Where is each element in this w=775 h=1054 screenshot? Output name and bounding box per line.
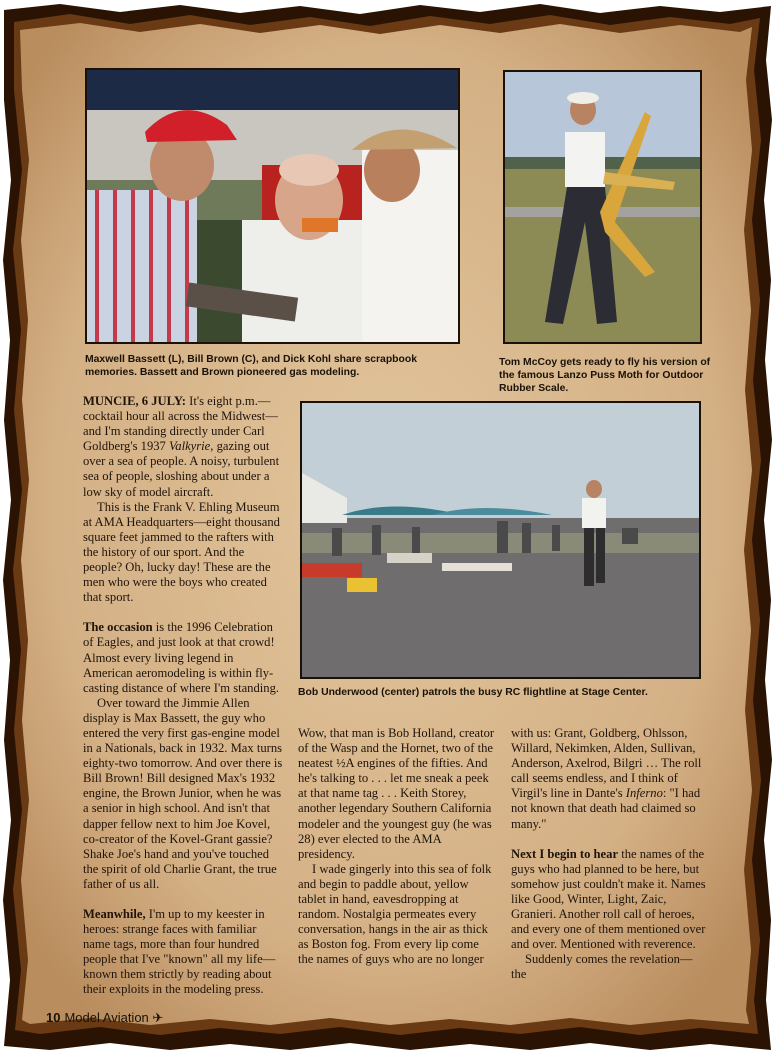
- magazine-name: Model Aviation: [64, 1010, 149, 1025]
- text-run: with us: Grant, Goldberg, Ohlsson, Willard, Nekimken, Alden, Sullivan, Anderson, Axelrod, Bilgri … The roll call seems endless, and I think of Virgil's line in Dante's: [511, 726, 702, 801]
- caption-middle: Bob Underwood (center) patrols the busy RC flightline at Stage Center.: [298, 687, 648, 698]
- caption-top-right: Tom McCoy gets ready to fly his version of the famous Lanzo Puss Moth for Outdoor Rubber Scale.: [499, 357, 711, 394]
- dateline: MUNCIE, 6 JULY:: [83, 394, 186, 408]
- text-run: I'm up to my keester in heroes: strange faces with familiar name tags, more than four hundred people that I've "known" all my life—known them strictly by reading about their exploits in the modeling press.: [83, 907, 276, 997]
- italic-title: Inferno: [625, 786, 663, 801]
- airplane-icon: ✈: [152, 1010, 164, 1025]
- paragraph: [511, 726, 707, 832]
- paragraph: [83, 907, 283, 998]
- paragraph: [83, 620, 283, 695]
- paragraph: Suddenly comes the revelation—the: [511, 952, 693, 982]
- article-column-2: [298, 726, 496, 968]
- paragraph: [83, 394, 283, 500]
- text-run: is the 1996 Celebration of Eagles, and just look at that crowd! Almost every living legend in American aeromodeling is within fly-casting distance of where I'm standing.: [83, 620, 280, 695]
- three-men-scrapbook-photo: [85, 68, 460, 344]
- paragraph: I wade gingerly into this sea of folk and begin to paddle about, yellow tablet in hand, eavesdropping at random. Nostalgia permeates every conversation, hangs in the air as thick as Boston fog. From every lip come the names of guys who are no longer: [298, 861, 492, 967]
- paragraph: Wow, that man is Bob Holland, creator of the Wasp and the Hornet, two of the neatest ½A engines of the fifties. And he's talking to . . . let me sneak a peek at that name tag . . . Keith Storey, another legendary Southern California modeler and the youngest guy (he was 28) ever elected to the AMA presidency.: [298, 726, 495, 861]
- caption-top-left: Maxwell Bassett (L), Bill Brown (C), and Dick Kohl share scrapbook memories. Bassett and Brown pioneered gas modeling.: [85, 354, 417, 378]
- italic-title: Valkyrie: [169, 439, 211, 454]
- paragraph: [511, 847, 707, 953]
- article-column-1: [83, 394, 283, 998]
- rc-flightline-photo: [300, 401, 701, 679]
- paragraph: Over toward the Jimmie Allen display is Max Bassett, the guy who entered the very first gas-engine model in a Nationals, back in 1932. Max turns eighty-two tomorrow. And over there is Bill Brown! Bill designed Max's 1932 engine, the Brown Junior, when he was a senior in high school. And isn't that dapper fellow next to him Joe Kovel, co-creator of the Kovel-Grant gassie? Shake Joe's hand and you've touched the spirit of old Charlie Grant, the true father of us all.: [83, 695, 283, 891]
- run-in-head: Next I begin to hear: [511, 846, 619, 861]
- article-column-3: [511, 726, 707, 983]
- run-in-head: Meanwhile,: [83, 907, 146, 921]
- tom-mccoy-holding-model-photo: [503, 70, 702, 344]
- text-run: It's eight p.m.—cocktail hour all across the Midwest—and I'm standing directly under Carl Goldberg's 1937: [83, 394, 278, 454]
- text-run: , gazing out over a sea of people. A noisy, turbulent sea of people, sloshing about under a low sky of model aircraft.: [83, 439, 280, 499]
- page-number: 10: [46, 1010, 61, 1025]
- paragraph: This is the Frank V. Ehling Museum at AMA Headquarters—eight thousand square feet jammed to the rafters with the history of our sport. And the people? Oh, lucky day! These are the men who were the boys who created that sport.: [83, 499, 280, 605]
- folio: [46, 1010, 163, 1026]
- text-run: : "I had not known that death had claimed so many.": [511, 786, 701, 831]
- text-run: the names of the guys who had planned to be here, but somehow just couldn't make it. Names like Good, Winter, Light, Zaic, Granieri. Another roll call of heroes, and every one of them mentioned over and over. Mentioned with reverence.: [511, 846, 706, 952]
- run-in-head: The occasion: [83, 620, 153, 635]
